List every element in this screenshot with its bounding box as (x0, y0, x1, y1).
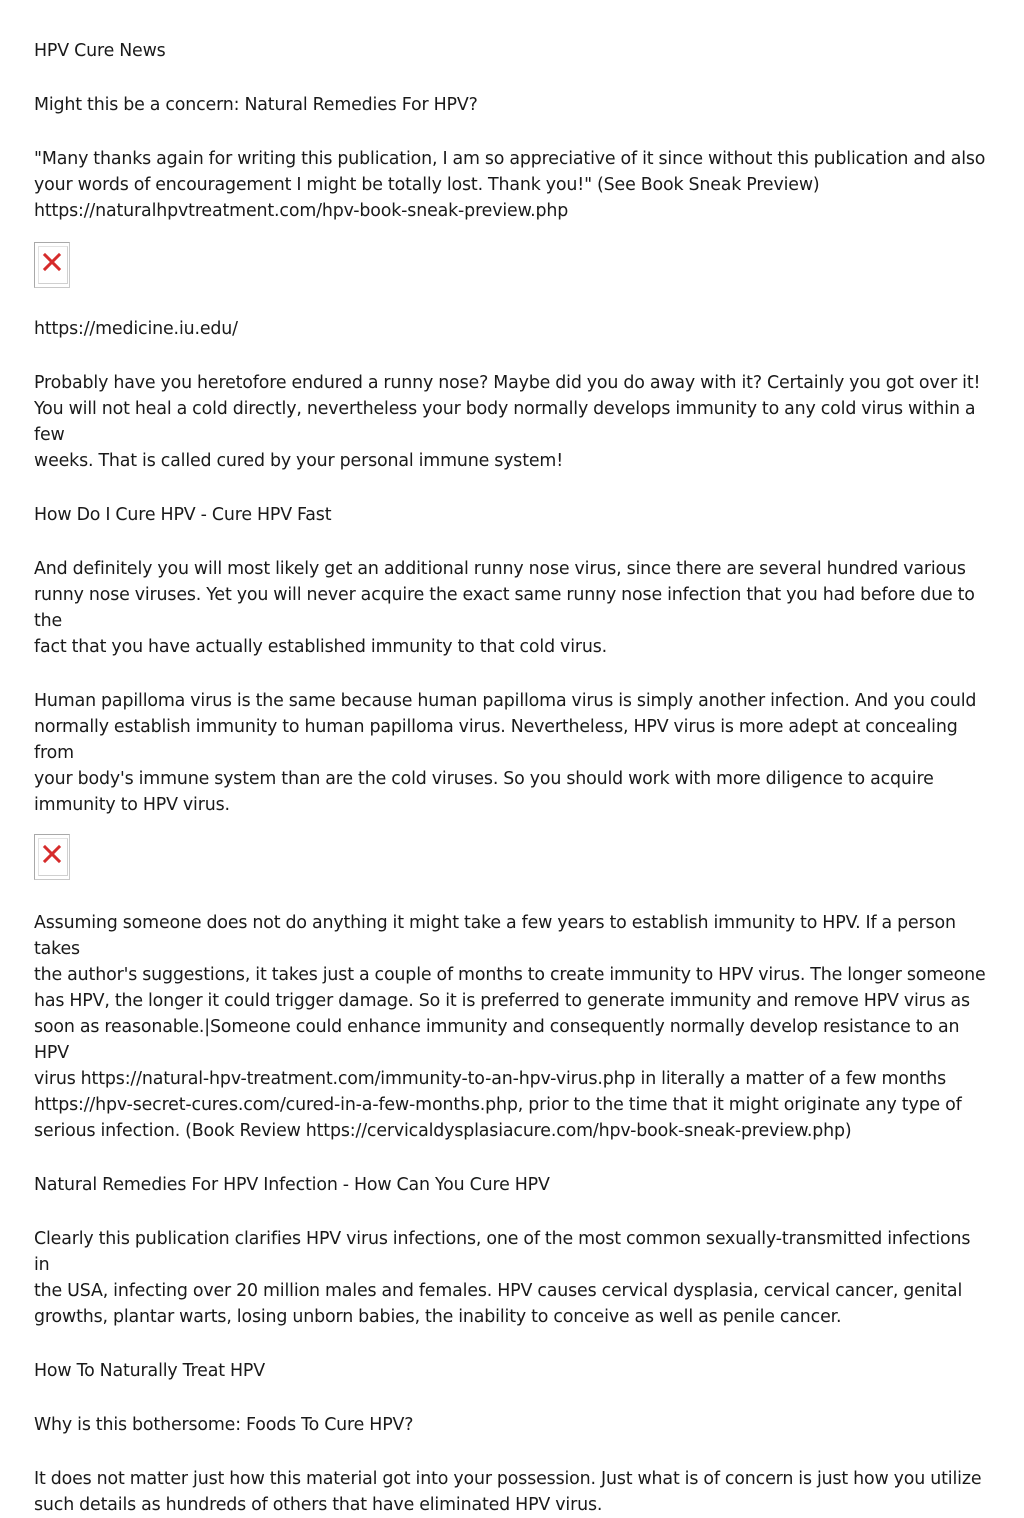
heading-natural-remedies: Natural Remedies For HPV Infection - How Can You Cure HPV (34, 1175, 550, 1195)
broken-image-icon (34, 834, 70, 880)
broken-image-icon (34, 242, 70, 288)
text-line: the author's suggestions, it takes just a couple of months to create immunity to HPV virus. The longer someone (34, 965, 986, 985)
text-line: And definitely you will most likely get an additional runny nose virus, since there are several hundred various (34, 559, 966, 579)
text-line: Human papilloma virus is the same because human papilloma virus is simply another infection. And you could (34, 691, 977, 711)
paragraph-papilloma (34, 688, 990, 818)
paragraph-immunity (34, 910, 990, 1144)
paragraph-possession (34, 1466, 990, 1518)
paragraph-testimonial (34, 146, 990, 224)
text-line: normally establish immunity to human papilloma virus. Nevertheless, HPV virus is more adept at concealing from (34, 717, 958, 763)
text-line: has HPV, the longer it could trigger damage. So it is preferred to generate immunity and remove HPV virus as (34, 991, 970, 1011)
heading-foods-cure: Why is this bothersome: Foods To Cure HPV? (34, 1415, 414, 1435)
text-line: virus https://natural-hpv-treatment.com/immunity-to-an-hpv-virus.php in literally a matter of a few months (34, 1069, 947, 1089)
paragraph-runny-nose (34, 370, 990, 474)
text-line: soon as reasonable.|Someone could enhance immunity and consequently normally develop resistance to an HPV (34, 1017, 960, 1063)
text-line: "Many thanks again for writing this publication, I am so appreciative of it since without this publication and also (34, 149, 986, 169)
text-line: fact that you have actually established immunity to that cold virus. (34, 637, 608, 657)
text-line: the USA, infecting over 20 million males and females. HPV causes cervical dysplasia, cervical cancer, genital (34, 1281, 963, 1301)
text-line: immunity to HPV virus. (34, 795, 230, 815)
text-line: growths, plantar warts, losing unborn babies, the inability to conceive as well as penile cancer. (34, 1307, 842, 1327)
paragraph-concern: Might this be a concern: Natural Remedies For HPV? (34, 95, 478, 115)
document-title: HPV Cure News (34, 41, 166, 61)
text-line: https://naturalhpvtreatment.com/hpv-book-sneak-preview.php (34, 201, 569, 221)
link-medicine-iu[interactable]: https://medicine.iu.edu/ (34, 319, 238, 339)
text-line: serious infection. (Book Review https://cervicaldysplasiacure.com/hpv-book-sneak-preview.php) (34, 1121, 852, 1141)
text-line: https://hpv-secret-cures.com/cured-in-a-few-months.php, prior to the time that it might originate any type of (34, 1095, 962, 1115)
text-line: runny nose viruses. Yet you will never acquire the exact same runny nose infection that you had before due to the (34, 585, 975, 631)
text-line: such details as hundreds of others that have eliminated HPV virus. (34, 1495, 603, 1515)
text-line: Assuming someone does not do anything it might take a few years to establish immunity to HPV. If a person takes (34, 913, 956, 959)
text-line: weeks. That is called cured by your personal immune system! (34, 451, 564, 471)
text-line: You will not heal a cold directly, nevertheless your body normally develops immunity to any cold virus within a few (34, 399, 976, 445)
text-line: your words of encouragement I might be totally lost. Thank you!" (See Book Sneak Preview) (34, 175, 820, 195)
text-line: Probably have you heretofore endured a runny nose? Maybe did you do away with it? Certainly you got over it! (34, 373, 981, 393)
heading-naturally-treat: How To Naturally Treat HPV (34, 1361, 265, 1381)
paragraph-publication (34, 1226, 990, 1330)
heading-cure-hpv-fast: How Do I Cure HPV - Cure HPV Fast (34, 505, 332, 525)
paragraph-additional-virus (34, 556, 990, 660)
text-line: Clearly this publication clarifies HPV virus infections, one of the most common sexually-transmitted infections in (34, 1229, 971, 1275)
text-line: your body's immune system than are the cold viruses. So you should work with more diligence to acquire (34, 769, 934, 789)
text-line: It does not matter just how this material got into your possession. Just what is of concern is just how you utilize (34, 1469, 982, 1489)
